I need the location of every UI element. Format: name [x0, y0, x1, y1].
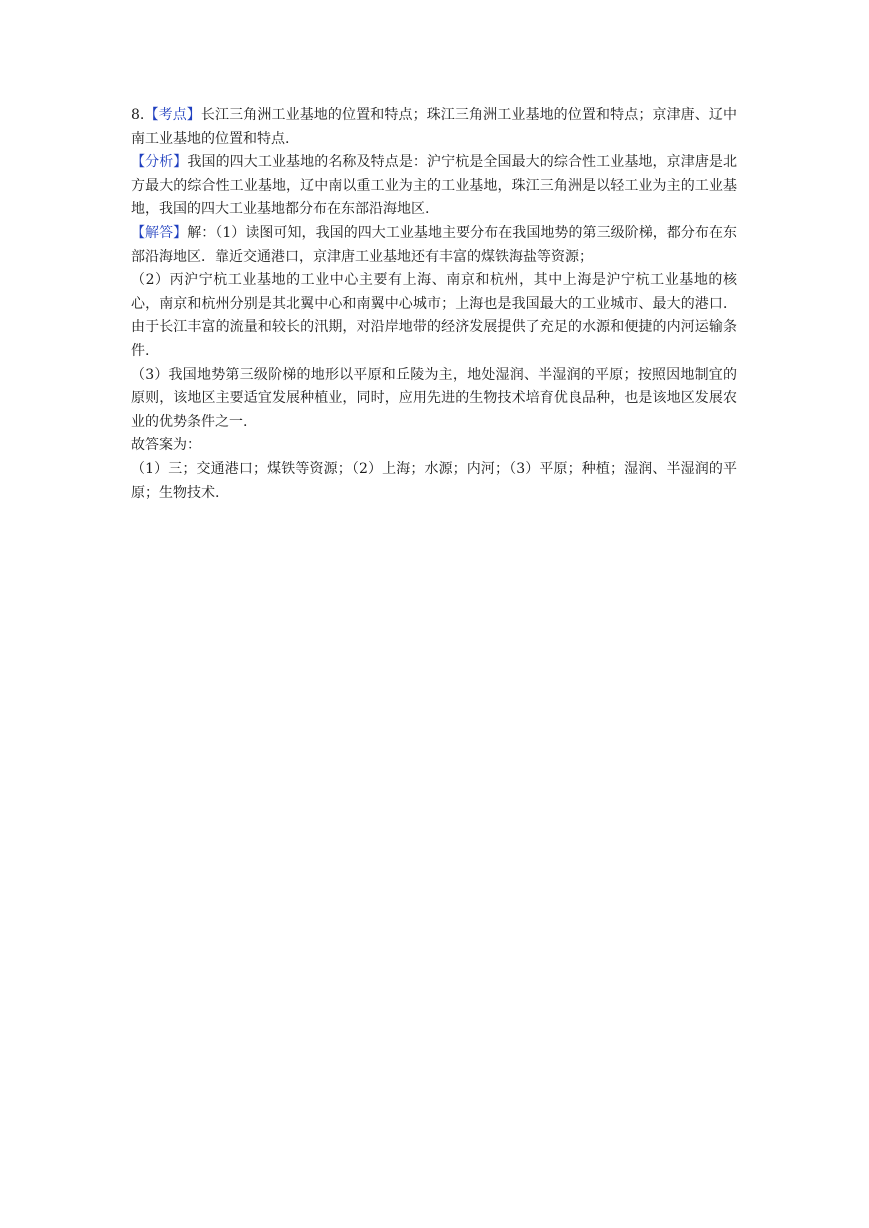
- fenxi-paragraph: [131, 151, 737, 222]
- part2-paragraph: （2）丙沪宁杭工业基地的工业中心主要有上海、南京和杭州，其中上海是沪宁杭工业基地的核心，南京和杭州分别是其北翼中心和南翼中心城市；上海也是我国最大的工业城市、最大的港口．由于长江丰富的流量和较长的汛期，对沿岸地带的经济发展提供了充足的水源和便捷的内河运输条件.: [131, 272, 737, 359]
- question-number: 8.: [131, 107, 145, 123]
- answer-paragraph: （1）三；交通港口；煤铁等资源；（2）上海；水源；内河；（3）平原；种植；湿润、半湿润的平原；生物技术.: [131, 460, 737, 501]
- jieda-text: 解：（1）读图可知，我国的四大工业基地主要分布在我国地势的第三级阶梯，都分布在东部沿海地区．靠近交通港口，京津唐工业基地还有丰富的煤铁海盐等资源；: [131, 224, 738, 265]
- kaodian-paragraph: [131, 104, 737, 151]
- kaodian-tag: 【考点】: [144, 107, 201, 123]
- kaodian-text: 长江三角洲工业基地的位置和特点；珠江三角洲工业基地的位置和特点；京津唐、辽中南工业基地的位置和特点.: [131, 107, 738, 147]
- jieda-tag: 【解答】: [131, 224, 188, 241]
- solution-content: [131, 104, 737, 505]
- fenxi-text: 我国的四大工业基地的名称及特点是：沪宁杭是全国最大的综合性工业基地，京津唐是北方最大的综合性工业基地，辽中南以重工业为主的工业基地，珠江三角洲是以轻工业为主的工业基地，我国的四大工业基地都分布在东部沿海地区.: [131, 154, 738, 218]
- part3-paragraph: （3）我国地势第三级阶梯的地形以平原和丘陵为主，地处湿润、半湿润的平原；按照因地制宜的原则，该地区主要适宜发展种植业，同时，应用先进的生物技术培育优良品种，也是该地区发展农业的优势条件之一.: [131, 366, 737, 430]
- jieda-paragraph: [131, 222, 737, 269]
- fenxi-tag: 【分析】: [131, 154, 188, 171]
- answer-label: 故答案为：: [131, 437, 201, 454]
